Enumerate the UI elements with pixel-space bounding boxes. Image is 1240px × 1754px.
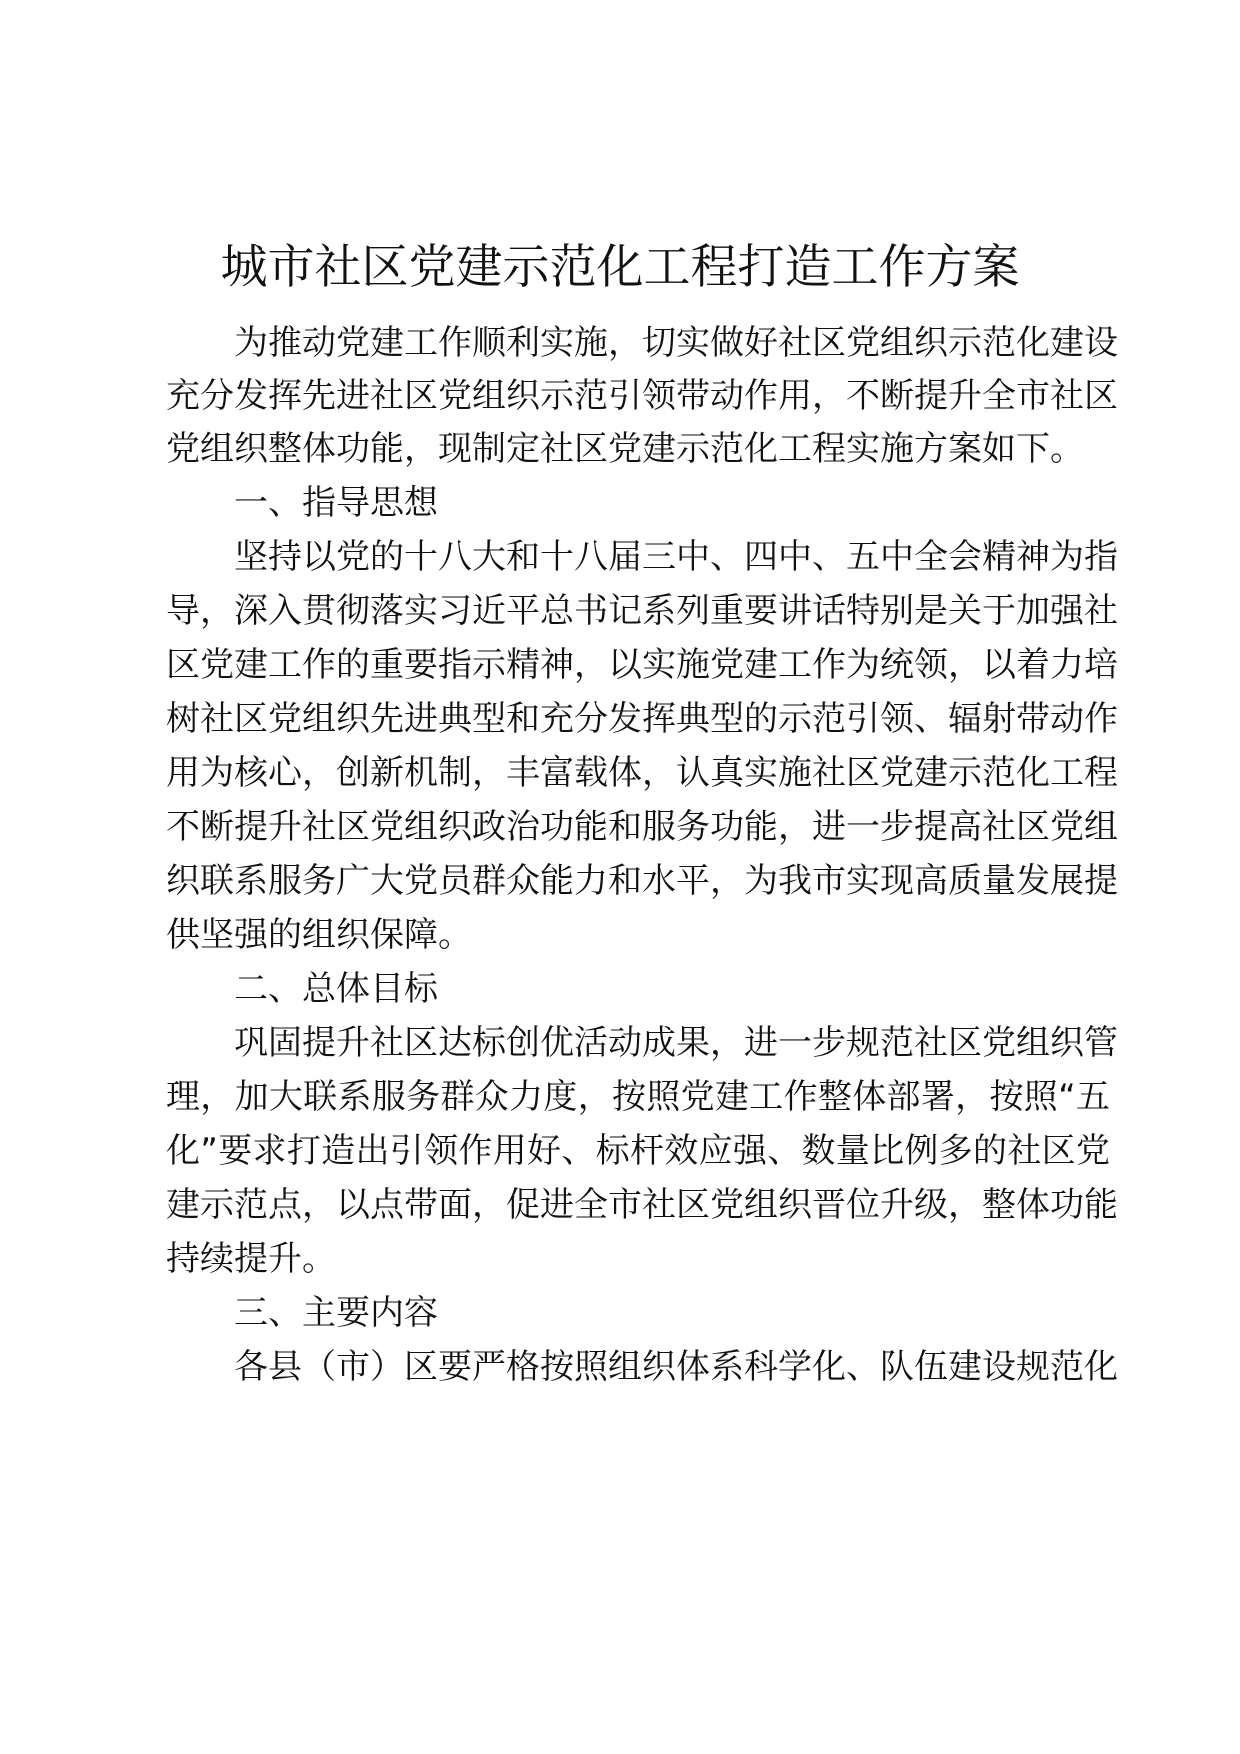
paragraph-line: 巩固提升社区达标创优活动成果，进一步规范社区党组织管	[234, 1023, 1118, 1063]
paragraph-line: 用为核心，创新机制，丰富载体，认真实施社区党建示范化工程	[166, 753, 1118, 793]
paragraph-line: 充分发挥先进社区党组织示范引领带动作用，不断提升全市社区	[166, 376, 1118, 416]
paragraph-line: 化”要求打造出引领作用好、标杆效应强、数量比例多的社区党	[166, 1131, 1110, 1171]
paragraph-line: 不断提升社区党组织政治功能和服务功能，进一步提高社区党组	[166, 807, 1118, 847]
paragraph-line: 各县（市）区要严格按照组织体系科学化、队伍建设规范化	[234, 1347, 1118, 1387]
paragraph-line: 供坚强的组织保障。	[166, 915, 472, 955]
section-heading: 三、主要内容	[234, 1293, 438, 1333]
section-heading: 二、总体目标	[234, 969, 438, 1009]
section-heading: 一、指导思想	[234, 483, 438, 523]
paragraph-line: 坚持以党的十八大和十八届三中、四中、五中全会精神为指	[234, 537, 1118, 577]
paragraph-line: 为推动党建工作顺利实施，切实做好社区党组织示范化建设	[234, 323, 1118, 363]
paragraph-line: 建示范点，以点带面，促进全市社区党组织晋位升级，整体功能	[166, 1185, 1118, 1225]
paragraph-line: 导，深入贯彻落实习近平总书记系列重要讲话特别是关于加强社	[166, 591, 1118, 631]
document-title: 城市社区党建示范化工程打造工作方案	[220, 240, 1020, 295]
paragraph-line: 织联系服务广大党员群众能力和水平，为我市实现高质量发展提	[166, 861, 1118, 901]
paragraph-line: 持续提升。	[166, 1239, 336, 1279]
paragraph-line: 理，加大联系服务群众力度，按照党建工作整体部署，按照“五	[166, 1077, 1110, 1117]
paragraph-line: 树社区党组织先进典型和充分发挥典型的示范引领、辐射带动作	[166, 699, 1118, 739]
paragraph-line: 区党建工作的重要指示精神，以实施党建工作为统领，以着力培	[166, 645, 1118, 685]
paragraph-line: 党组织整体功能，现制定社区党建示范化工程实施方案如下。	[166, 429, 1084, 469]
